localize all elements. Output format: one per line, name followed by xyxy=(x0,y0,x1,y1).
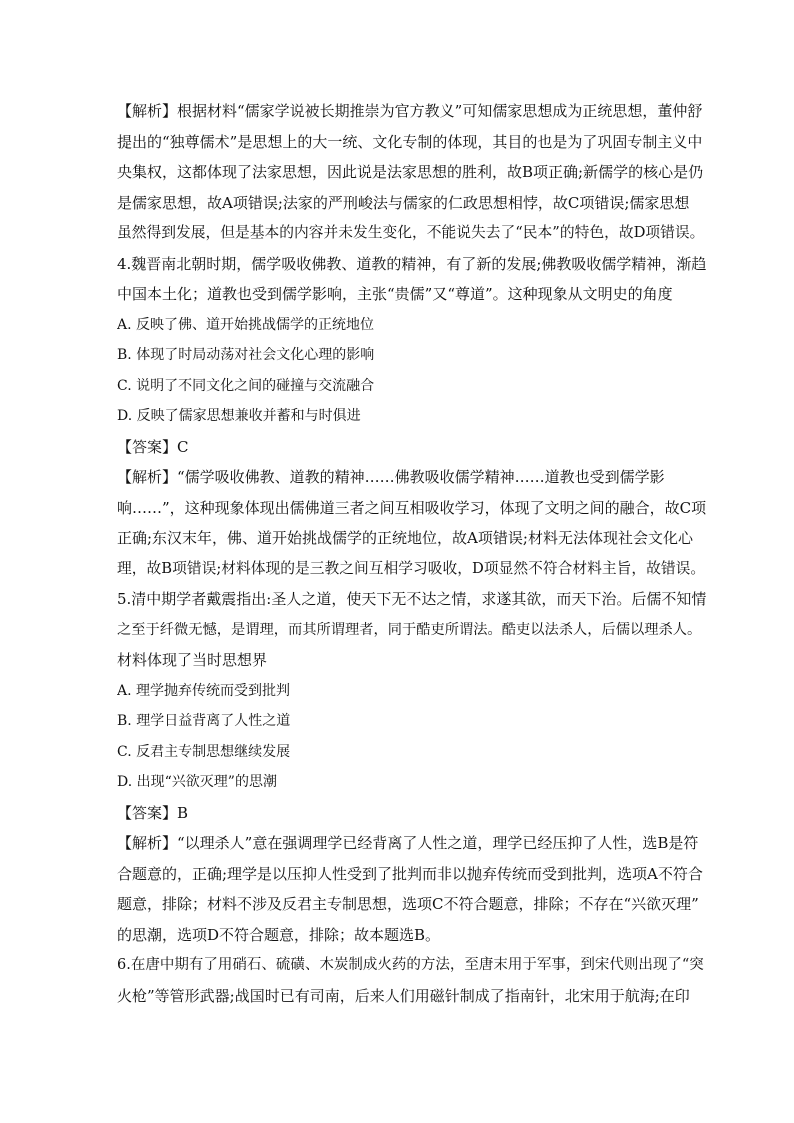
q5-analysis-line: 的思潮，选项D不符合题意，排除；故本题选B。 xyxy=(117,925,441,944)
q5-analysis-line: 【解析】“以理杀人”意在强调理学已经背离了人性之道，理学已经压抑了人性，选B是符 xyxy=(117,834,699,852)
q5-option-a: A. 理学抛弃传统而受到批判 xyxy=(117,682,291,699)
q4-option-d: D. 反映了儒家思想兼收并蓄和与时俱进 xyxy=(117,408,361,424)
q4-analysis-line: 【解析】“儒学吸收佛教、道教的精神……佛教吸收儒学精神……道教也受到儒学影 xyxy=(117,468,665,486)
q4-answer: 【答案】C xyxy=(117,437,189,456)
q4-stem-line: 4.魏晋南北朝时期，儒学吸收佛教、道教的精神，有了新的发展;佛教吸收儒学精神，渐趋 xyxy=(117,254,707,273)
q4-option-a: A. 反映了佛、道开始挑战儒学的正统地位 xyxy=(117,316,375,333)
q4-stem-line: 中国本土化；道教也受到儒学影响，主张“贵儒”又“尊道”。这种现象从文明史的角度 xyxy=(117,285,673,303)
q5-stem-line: 之至于纤微无憾，是谓理，而其所谓理者，同于酷吏所谓法。酷吏以法杀人，后儒以理杀人。 xyxy=(117,621,702,638)
q5-analysis-line: 合题意的，正确;理学是以压抑人性受到了批判而非以抛弃传统而受到批判，选项A不符合 xyxy=(117,864,703,883)
q4-analysis-line: 正确;东汉末年，佛、道开始挑战儒学的正统地位，故A项错误;材料无法体现社会文化心 xyxy=(117,529,693,547)
q5-stem-line: 5.清中期学者戴震指出:圣人之道，使天下无不达之情，求遂其欲，而天下治。后儒不知情 xyxy=(117,590,707,608)
q6-stem-line: 火枪”等管形武器;战国时已有司南，后来人们用磁针制成了指南针，北宋用于航海;在印 xyxy=(117,986,690,1005)
analysis-q3-line: 虽然得到发展，但是基本的内容并未发生变化，不能说失去了“民本”的特色，故D项错误。 xyxy=(117,224,705,241)
q5-option-d: D. 出现“兴欲灭理”的思潮 xyxy=(117,774,277,790)
q5-option-c: C. 反君主专制思想继续发展 xyxy=(117,743,291,760)
question-5 xyxy=(117,584,707,950)
q4-analysis-line: 理，故B项错误;材料体现的是三教之间互相学习吸收，D项显然不符合材料主旨，故错误。 xyxy=(117,559,706,577)
analysis-q3 xyxy=(117,96,707,249)
q6-stem-line: 6.在唐中期有了用硝石、硫磺、木炭制成火药的方法，至唐末用于军事，到宋代则出现了“突 xyxy=(117,957,704,973)
q5-analysis-line: 题意，排除；材料不涉及反君主专制思想，选项C不符合题意，排除；不存在“兴欲灭理” xyxy=(117,895,699,913)
question-4 xyxy=(117,249,707,585)
q4-option-c: C. 说明了不同文化之间的碰撞与交流融合 xyxy=(117,377,375,394)
analysis-q3-line: 是儒家思想，故A项错误;法家的严刑峻法与儒家的仁政思想相悖，故C项错误;儒家思想 xyxy=(117,193,690,212)
q5-stem-line: 材料体现了当时思想界 xyxy=(117,651,268,669)
q4-option-b: B. 体现了时局动荡对社会文化心理的影响 xyxy=(117,347,375,363)
q5-option-b: B. 理学日益背离了人性之道 xyxy=(117,713,291,729)
q5-answer: 【答案】B xyxy=(117,803,189,822)
document-page xyxy=(117,96,707,1011)
analysis-q3-line: 央集权，这都体现了法家思想，因此说是法家思想的胜利，故B项正确;新儒学的核心是仍 xyxy=(117,163,704,181)
analysis-q3-line: 提出的“独尊儒术”是思想上的大一统、文化专制的体现，其目的也是为了巩固专制主义中 xyxy=(117,132,703,151)
question-6 xyxy=(117,950,707,1011)
q4-analysis-line: 响……”，这种现象体现出儒佛道三者之间互相吸收学习，体现了文明之间的融合，故C项 xyxy=(117,498,707,517)
analysis-q3-line: 【解析】根据材料“儒家学说被长期推崇为官方教义”可知儒家思想成为正统思想，董仲舒 xyxy=(117,102,703,120)
